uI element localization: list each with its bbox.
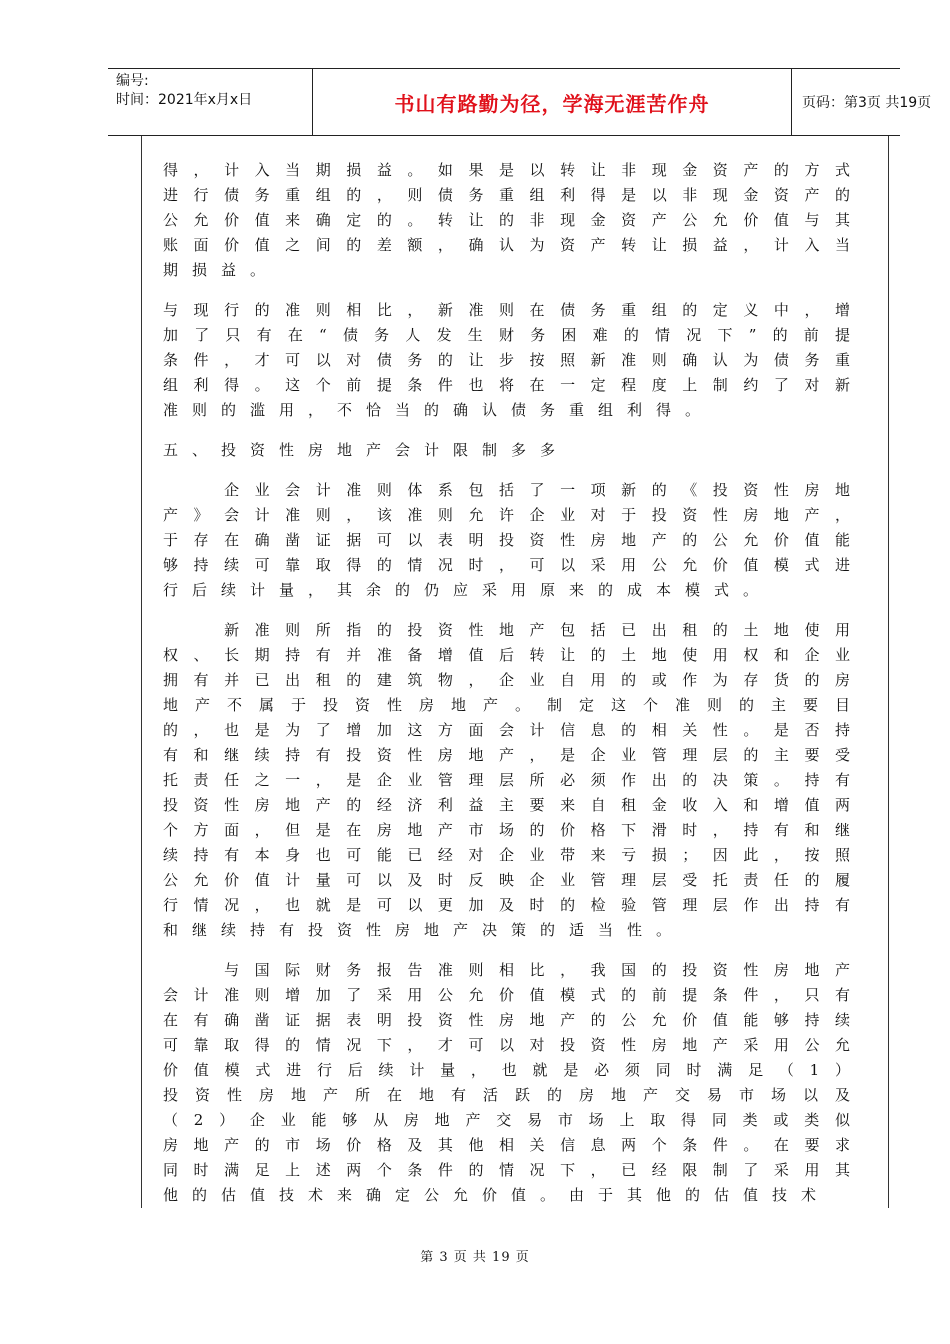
text-line: 得，计入当期损益。如果是以转让非现金资产的方式 bbox=[163, 161, 850, 179]
text-line: 于存在确凿证据可以表明投资性房地产的公允价值能 bbox=[163, 531, 850, 549]
header-meta bbox=[108, 69, 312, 135]
paragraph bbox=[163, 478, 850, 603]
text-line: 价值模式进行后续计量，也就是必须同时满足（1） bbox=[163, 1061, 850, 1079]
text-line: 公允价值来确定的。转让的非现金资产公允价值与其 bbox=[163, 211, 850, 229]
text-line: 条件，才可以对债务的让步按照新准则确认为债务重 bbox=[163, 351, 850, 369]
header-motto-cell bbox=[312, 69, 792, 135]
text-line: 公允价值计量可以及时反映企业管理层受托责任的履 bbox=[163, 871, 850, 889]
text-line: 够持续可靠取得的情况时，可以采用公允价值模式进 bbox=[163, 556, 850, 574]
text-line: 托责任之一，是企业管理层所必须作出的决策。持有 bbox=[163, 771, 850, 789]
paragraph bbox=[163, 438, 850, 463]
paragraph bbox=[163, 618, 850, 943]
header-page-info-cell bbox=[792, 69, 932, 135]
text-line: 续持有本身也可能已经对企业带来亏损；因此，按照 bbox=[163, 846, 850, 864]
text-line: 在有确凿证据表明投资性房地产的公允价值能够持续 bbox=[163, 1011, 850, 1029]
text-line: （2）企业能够从房地产交易市场上取得同类或类似 bbox=[163, 1111, 850, 1129]
left-margin-rule bbox=[141, 136, 142, 1208]
text-line: 地产不属于投资性房地产。制定这个准则的主要目 bbox=[163, 696, 850, 714]
document-body bbox=[163, 158, 850, 1208]
text-line: 加了只有在“债务人发生财务困难的情况下”的前提 bbox=[163, 326, 850, 344]
text-line: 企业会计准则体系包括了一项新的《投资性房地 bbox=[163, 481, 850, 499]
text-line: 组利得。这个前提条件也将在一定程度上制约了对新 bbox=[163, 376, 850, 394]
motto-text: 书山有路勤为径，学海无涯苦作舟 bbox=[394, 91, 710, 116]
paragraph bbox=[163, 958, 850, 1208]
paragraph bbox=[163, 158, 850, 283]
text-line: 投资性房地产所在地有活跃的房地产交易市场以及 bbox=[163, 1086, 850, 1104]
text-line: 权、长期持有并准备增值后转让的土地使用权和企业 bbox=[163, 646, 850, 664]
serial-number-label: 编号: bbox=[116, 73, 149, 89]
text-line: 可靠取得的情况下，才可以对投资性房地产采用公允 bbox=[163, 1036, 850, 1054]
text-line: 个方面，但是在房地产市场的价格下滑时，持有和继 bbox=[163, 821, 850, 839]
paragraph-gap bbox=[163, 943, 850, 958]
text-line: 同时满足上述两个条件的情况下，已经限制了采用其 bbox=[163, 1161, 850, 1179]
paragraph-gap bbox=[163, 463, 850, 478]
right-margin-rule bbox=[888, 136, 889, 1208]
page-footer: 第 3 页 共 19 页 bbox=[420, 1250, 530, 1265]
text-line: 的，也是为了增加这方面会计信息的相关性。是否持 bbox=[163, 721, 850, 739]
text-line: 投资性房地产的经济利益主要来自租金收入和增值两 bbox=[163, 796, 850, 814]
paragraph bbox=[163, 298, 850, 423]
text-line: 产》会计准则，该准则允许企业对于投资性房地产， bbox=[163, 506, 850, 524]
text-line: 拥有并已出租的建筑物，企业自用的或作为存货的房 bbox=[163, 671, 850, 689]
text-line: 准则的滥用，不恰当的确认债务重组利得。 bbox=[163, 401, 715, 419]
text-line: 行后续计量，其余的仍应采用原来的成本模式。 bbox=[163, 581, 773, 599]
paragraph-gap bbox=[163, 423, 850, 438]
paragraph-gap bbox=[163, 283, 850, 298]
text-line: 与国际财务报告准则相比，我国的投资性房地产 bbox=[163, 961, 850, 979]
text-line: 房地产的市场价格及其他相关信息两个条件。在要求 bbox=[163, 1136, 850, 1154]
text-line: 和继续持有投资性房地产决策的适当性。 bbox=[163, 921, 686, 939]
text-line: 与现行的准则相比，新准则在债务重组的定义中，增 bbox=[163, 301, 850, 319]
text-line: 有和继续持有投资性房地产，是企业管理层的主要受 bbox=[163, 746, 850, 764]
text-line: 账面价值之间的差额，确认为资产转让损益，计入当 bbox=[163, 236, 850, 254]
time-label: 时间：2021年x月x日 bbox=[116, 92, 253, 108]
text-line: 进行债务重组的，则债务重组利得是以非现金资产的 bbox=[163, 186, 850, 204]
text-line: 五、投资性房地产会计限制多多 bbox=[163, 441, 570, 459]
text-line: 新准则所指的投资性地产包括已出租的土地使用 bbox=[163, 621, 850, 639]
page-info: 页码：第3页 共19页 bbox=[802, 95, 932, 111]
text-line: 他的估值技术来确定公允价值。由于其他的估值技术 bbox=[163, 1186, 831, 1204]
paragraph-gap bbox=[163, 603, 850, 618]
text-line: 行情况，也就是可以更加及时的检验管理层作出持有 bbox=[163, 896, 850, 914]
text-line: 会计准则增加了采用公允价值模式的前提条件，只有 bbox=[163, 986, 850, 1004]
text-line: 期损益。 bbox=[163, 261, 280, 279]
page-header bbox=[108, 68, 932, 136]
